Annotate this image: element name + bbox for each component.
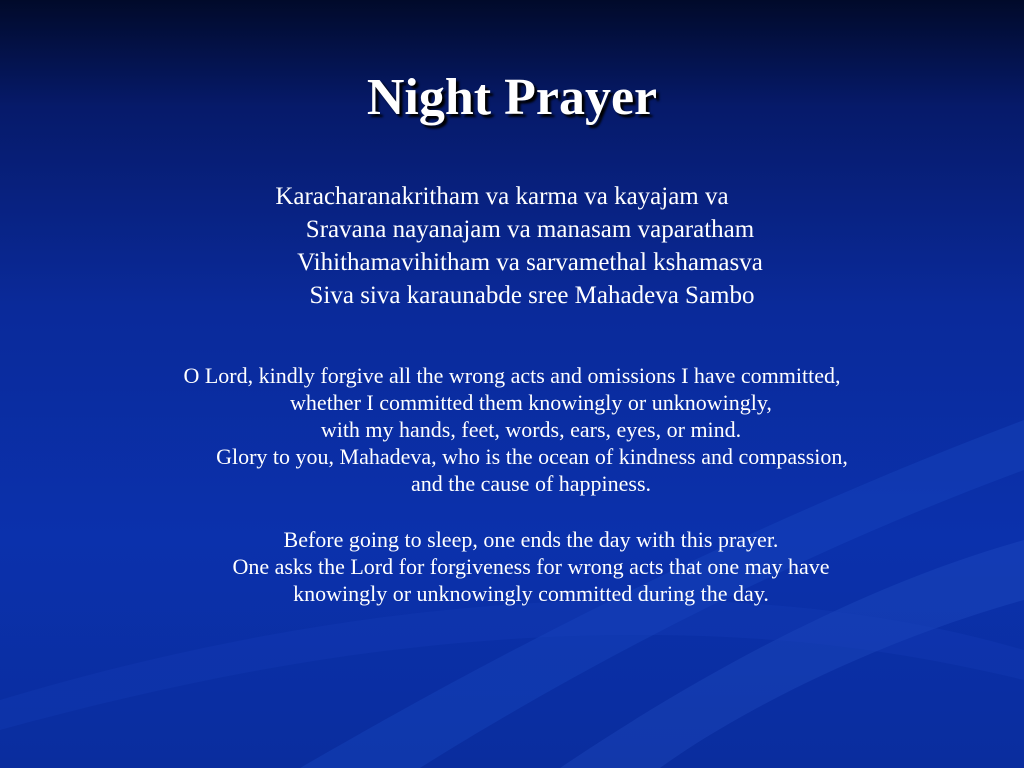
translation-line: O Lord, kindly forgive all the wrong acts and omissions I have committed, <box>183 363 841 388</box>
sanskrit-line: Siva siva karaunabde sree Mahadeva Sambo <box>309 282 755 309</box>
english-translation <box>0 362 1024 497</box>
slide-title: Night Prayer <box>366 69 658 126</box>
sanskrit-line: Karacharanakritham va karma va kayajam va <box>275 183 729 210</box>
translation-line: Glory to you, Mahadeva, who is the ocean of kindness and compassion, <box>216 444 848 469</box>
sanskrit-line: Sravana nayanajam va manasam vaparatham <box>305 216 755 243</box>
note-line: Before going to sleep, one ends the day with this prayer. <box>283 527 779 552</box>
translation-line: and the cause of happiness. <box>410 471 652 496</box>
note-line: One asks the Lord for forgiveness for wrong acts that one may have <box>232 554 830 579</box>
translation-line: whether I committed them knowingly or unknowingly, <box>290 390 772 415</box>
translation-line: with my hands, feet, words, ears, eyes, or mind. <box>320 417 742 442</box>
sanskrit-verse <box>0 180 1024 312</box>
note-line: knowingly or unknowingly committed during the day. <box>293 581 769 606</box>
prayer-note <box>0 526 1024 607</box>
sanskrit-line: Vihithamavihitham va sarvamethal kshamasva <box>297 249 763 276</box>
